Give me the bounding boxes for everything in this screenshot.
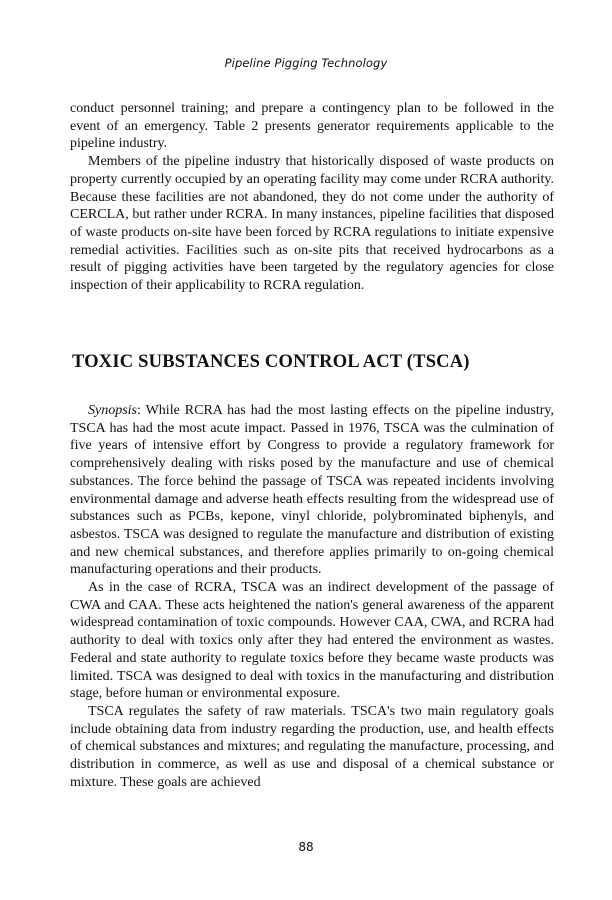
page-number: 88 [298, 840, 314, 854]
paragraph-continuation: conduct personnel training; and prepare a contingency plan to be followed in the event of an emergency. Table 2 presents generator requirements applicable to the pipeline industry. [70, 101, 554, 152]
tsca-text-block [70, 402, 554, 791]
synopsis-text: : While RCRA has had the most lasting effects on the pipeline industry, TSCA has had the most acute impact. Passed in 1976, TSCA was the culmination of five years of intensive effort by Congress to provide a regulatory framework for comprehensively dealing with risks posed by the manufacture and use of chemical substances. The force behind the passage of TSCA was repeated incidents involving environmental damage and adverse heath effects resulting from the widespread use of substances such as PCBs, kepone, vinyl chloride, polybrominated biphenyls, and asbestos. TSCA was designed to regulate the manufacture and distribution of existing and new chemical substances, and therefore applies primarily to on-going chemical manufacturing operations and their products. [70, 403, 554, 578]
paragraph-rcra-tsca: As in the case of RCRA, TSCA was an indirect development of the passage of CWA and CAA. These acts heightened the nation's general awareness of the apparent widespread contamination of toxic compounds. However CAA, CWA, and RCRA had authority to deal with toxics only after they had entered the environment as wastes. Federal and state authority to regulate toxics before they became waste products was limited. TSCA was designed to deal with toxics in the manufacturing and distribution stage, before human or environmental exposure. [70, 580, 554, 702]
paragraph-raw-materials: TSCA regulates the safety of raw materials. TSCA's two main regulatory goals include obtaining data from industry regarding the production, use, and health effects of chemical substances and mixtures; and regulating the manufacture, processing, and distribution in commerce, as well as use and disposal of a chemical substance or mixture. These goals are achieved [70, 703, 554, 790]
paragraph-pipeline-members: Members of the pipeline industry that historically disposed of waste products on property currently occupied by an operating facility may come under RCRA authority. Because these facilities are not abandoned, they do not come under the authority of CERCLA, but rather under RCRA. In many instances, pipeline facilities that disposed of waste products on-site have been forced by RCRA regulations to initiate expensive remedial activities. Facilities such as on-site pits that received hydrocarbons as a result of pigging activities have been targeted by the regulatory agencies for close inspection of their applicability to RCRA regulation. [70, 154, 554, 294]
section-heading: TOXIC SUBSTANCES CONTROL ACT (TSCA) [72, 352, 470, 372]
running-head: Pipeline Pigging Technology [224, 56, 388, 70]
top-text-block [70, 100, 554, 295]
paragraph-synopsis [70, 402, 554, 579]
synopsis-label: Synopsis [88, 403, 137, 418]
